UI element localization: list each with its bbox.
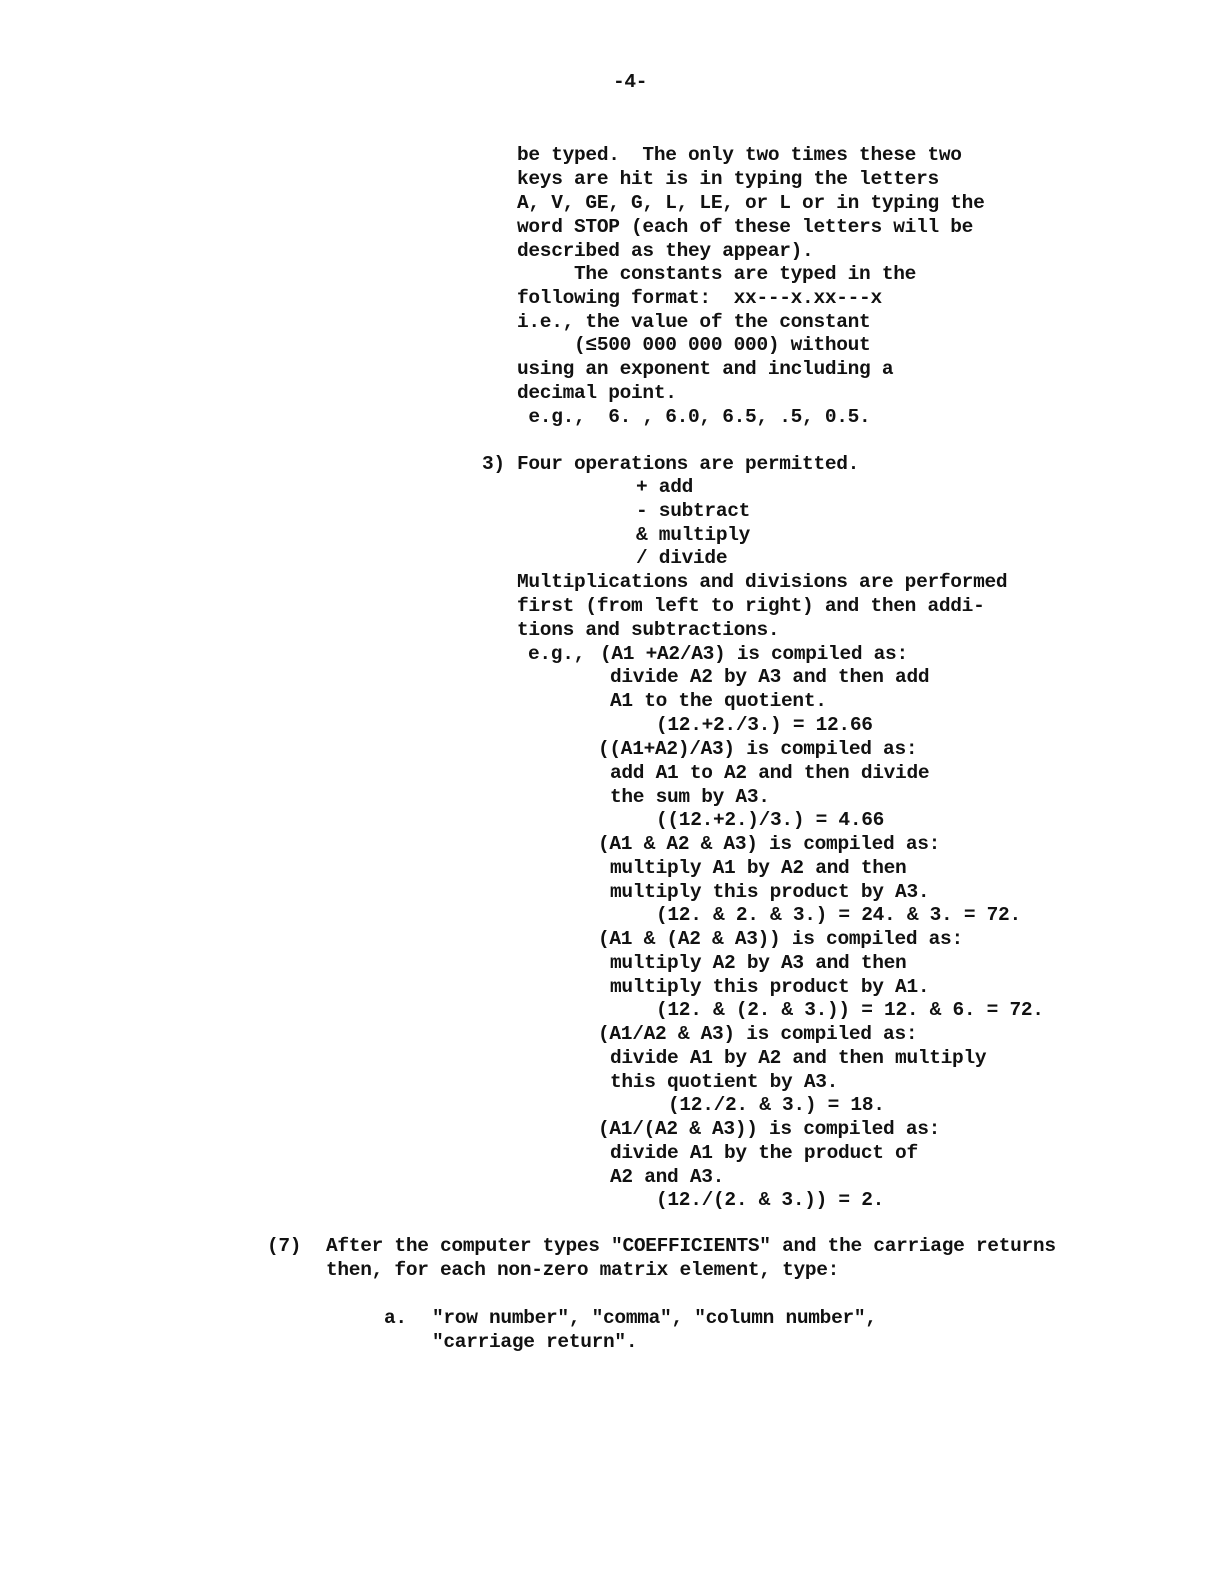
text-line: using an exponent and including a	[517, 358, 894, 380]
example-description: A1 to the quotient.	[610, 690, 827, 712]
example-expression: ((A1+A2)/A3) is compiled as:	[598, 738, 918, 760]
example-description: multiply A1 by A2 and then	[610, 857, 907, 879]
text-line: decimal point.	[517, 382, 677, 404]
text-line: first (from left to right) and then addi-	[517, 595, 985, 617]
eg-label: e.g.,	[528, 643, 586, 665]
example-description: divide A2 by A3 and then add	[610, 666, 930, 688]
example-result: (12./(2. & 3.)) = 2.	[656, 1189, 885, 1211]
text-line: i.e., the value of the constant	[517, 311, 871, 333]
example-description: add A1 to A2 and then divide	[610, 762, 930, 784]
text-line: Multiplications and divisions are performed	[517, 571, 1008, 593]
operation-subtract: - subtract	[636, 500, 751, 522]
operation-divide: / divide	[636, 547, 728, 569]
example-description: divide A1 by the product of	[610, 1142, 918, 1164]
example-expression: (A1/A2 & A3) is compiled as:	[598, 1023, 918, 1045]
example-expression: (A1/(A2 & A3)) is compiled as:	[598, 1118, 941, 1140]
text-line: tions and subtractions.	[517, 619, 780, 641]
text-line: be typed. The only two times these two	[517, 144, 962, 166]
example-description: A2 and A3.	[610, 1166, 725, 1188]
operation-add: + add	[636, 476, 694, 498]
section-heading: Four operations are permitted.	[517, 453, 860, 475]
page-number: -4-	[613, 71, 648, 93]
example-description: the sum by A3.	[610, 786, 770, 808]
section-number: 3)	[482, 453, 505, 475]
example-expression: (A1 & (A2 & A3)) is compiled as:	[598, 928, 963, 950]
example-description: multiply this product by A3.	[610, 881, 930, 903]
example-expression: (A1 +A2/A3) is compiled as:	[600, 643, 908, 665]
text-line: "carriage return".	[432, 1331, 638, 1353]
text-line: keys are hit is in typing the letters	[517, 168, 939, 190]
example-description: divide A1 by A2 and then multiply	[610, 1047, 987, 1069]
text-line: word STOP (each of these letters will be	[517, 216, 974, 238]
operation-multiply: & multiply	[636, 524, 751, 546]
item-label: a.	[384, 1307, 407, 1329]
text-line: After the computer types "COEFFICIENTS" and the carriage returns	[326, 1235, 1056, 1257]
example-result: (12. & (2. & 3.)) = 12. & 6. = 72.	[656, 999, 1044, 1021]
example-description: multiply this product by A1.	[610, 976, 930, 998]
example-expression: (A1 & A2 & A3) is compiled as:	[598, 833, 941, 855]
section-number: (7)	[267, 1235, 302, 1257]
text-line: The constants are typed in the	[517, 263, 917, 285]
text-line: then, for each non-zero matrix element, type:	[326, 1259, 840, 1281]
text-line: described as they appear).	[517, 240, 814, 262]
example-result: ((12.+2.)/3.) = 4.66	[656, 809, 885, 831]
example-result: (12. & 2. & 3.) = 24. & 3. = 72.	[656, 904, 1021, 926]
text-line: (≤500 000 000 000) without	[517, 334, 871, 356]
text-line: "row number", "comma", "column number",	[432, 1307, 877, 1329]
example-result: (12.+2./3.) = 12.66	[656, 714, 873, 736]
example-description: this quotient by A3.	[610, 1071, 839, 1093]
text-line: A, V, GE, G, L, LE, or L or in typing the	[517, 192, 985, 214]
text-line: following format: xx---x.xx---x	[517, 287, 882, 309]
example-description: multiply A2 by A3 and then	[610, 952, 907, 974]
text-line: e.g., 6. , 6.0, 6.5, .5, 0.5.	[517, 406, 871, 428]
example-result: (12./2. & 3.) = 18.	[668, 1094, 885, 1116]
